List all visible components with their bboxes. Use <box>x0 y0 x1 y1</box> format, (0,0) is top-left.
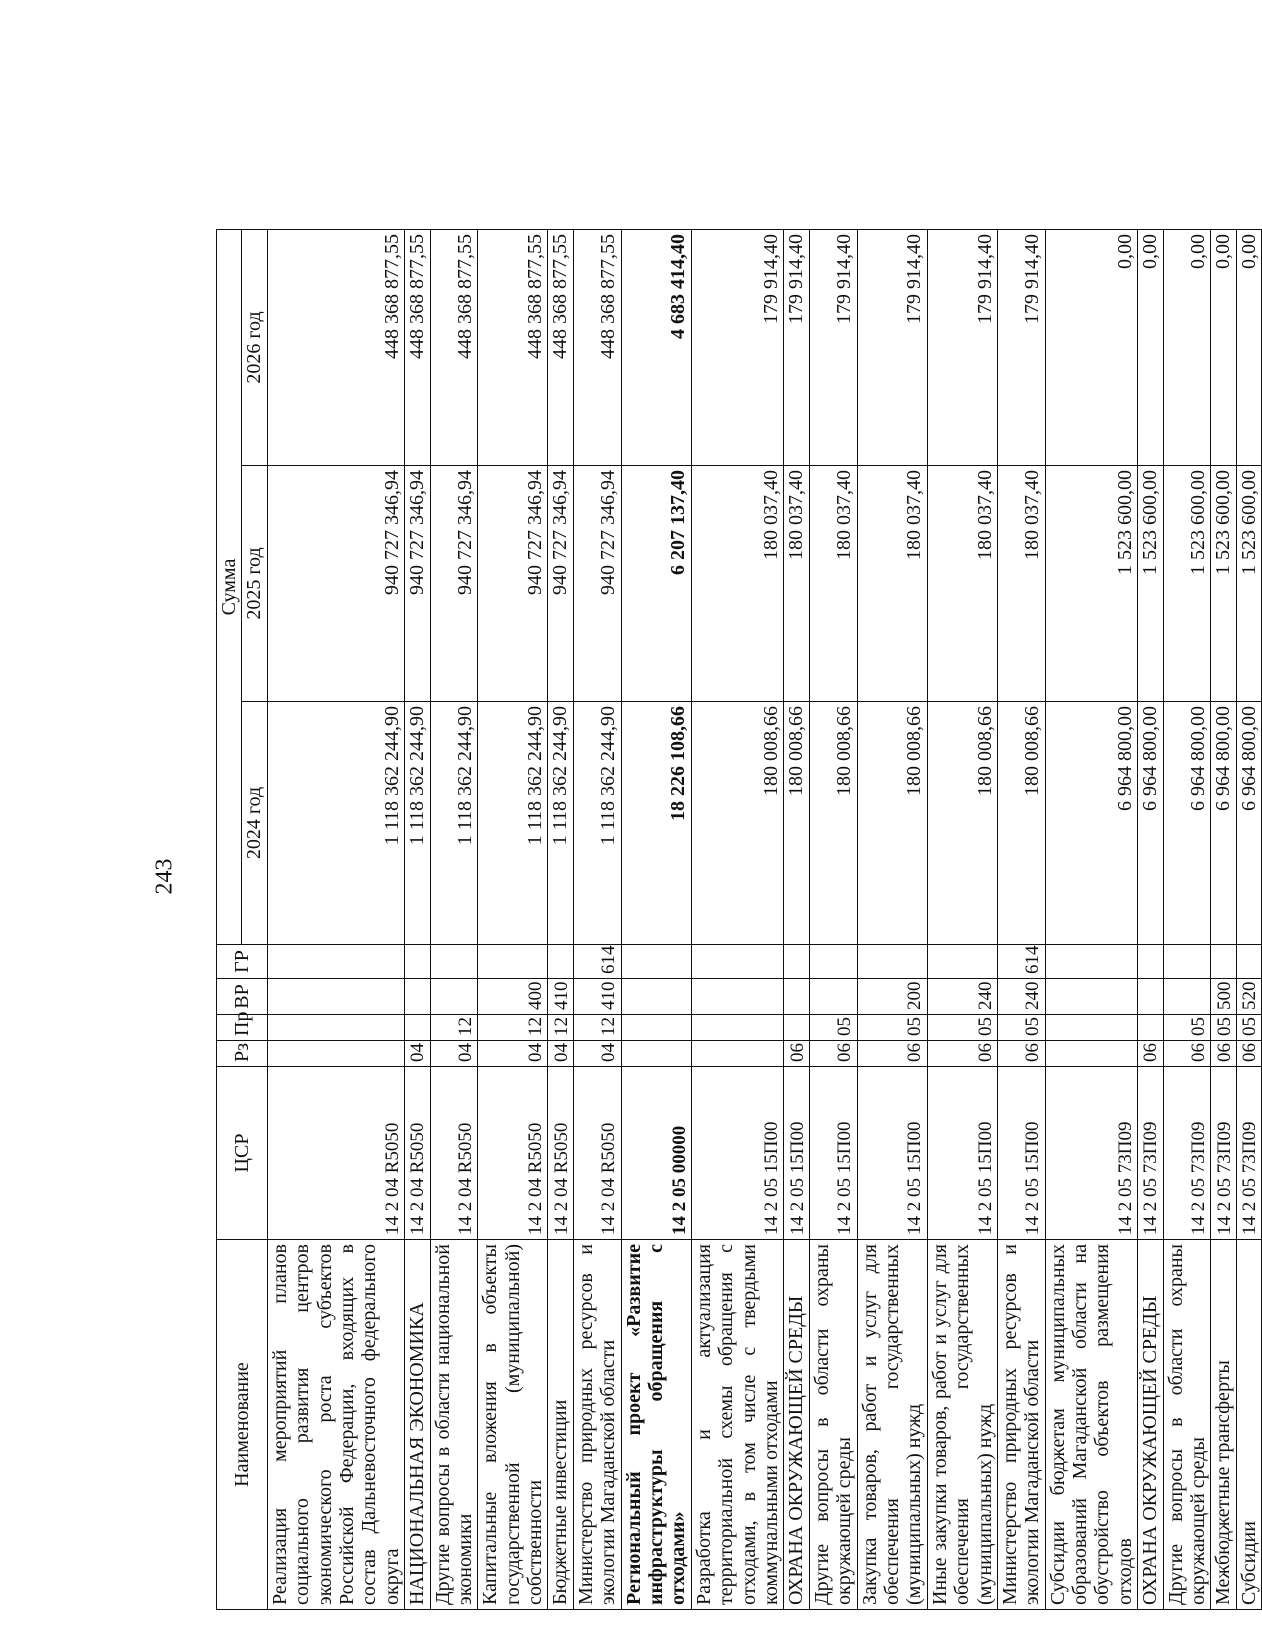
cell-vr <box>430 979 478 1015</box>
cell-vr <box>1138 979 1163 1015</box>
cell-name: ОХРАНА ОКРУЖАЮЩЕЙ СРЕДЫ <box>784 1240 809 1610</box>
cell-csr: 14 2 05 73П09 <box>1163 1067 1211 1240</box>
cell-amount-2024: 180 008,66 <box>927 702 997 945</box>
cell-vr <box>691 979 784 1015</box>
cell-csr: 14 2 04 R5050 <box>405 1067 430 1240</box>
cell-rz: 04 <box>405 1041 430 1067</box>
cell-gr <box>478 945 548 979</box>
cell-vr: 240 <box>997 979 1045 1015</box>
cell-vr <box>267 979 404 1015</box>
cell-amount-2025: 940 727 346,94 <box>430 466 478 702</box>
cell-gr <box>784 945 809 979</box>
cell-gr <box>548 945 573 979</box>
cell-rz: 06 <box>1163 1041 1211 1067</box>
cell-rz: 06 <box>997 1041 1045 1067</box>
table-row <box>1211 229 1236 1609</box>
cell-gr <box>1236 945 1261 979</box>
table-row <box>548 229 573 1609</box>
cell-name: Иные закупки товаров, работ и услуг для обеспечения государственных (муниципальных) нужд <box>927 1240 997 1610</box>
cell-amount-2024: 18 226 108,66 <box>621 702 691 945</box>
cell-pr <box>1045 1015 1138 1041</box>
cell-amount-2025: 940 727 346,94 <box>548 466 573 702</box>
cell-csr: 14 2 05 15П00 <box>809 1067 857 1240</box>
cell-gr <box>1163 945 1211 979</box>
cell-amount-2026: 448 368 877,55 <box>267 229 404 465</box>
cell-amount-2024: 1 118 362 244,90 <box>573 702 621 945</box>
cell-amount-2026: 179 914,40 <box>784 229 809 465</box>
cell-amount-2024: 180 008,66 <box>691 702 784 945</box>
cell-rz: 06 <box>1236 1041 1261 1067</box>
cell-csr: 14 2 05 15П00 <box>997 1067 1045 1240</box>
cell-amount-2026: 0,00 <box>1236 229 1261 465</box>
cell-amount-2026: 179 914,40 <box>691 229 784 465</box>
cell-pr <box>405 1015 430 1041</box>
cell-name: Другие вопросы в области охраны окружающей среды <box>809 1240 857 1610</box>
cell-rz: 06 <box>857 1041 927 1067</box>
cell-gr <box>405 945 430 979</box>
cell-amount-2025: 180 037,40 <box>691 466 784 702</box>
cell-pr: 12 <box>430 1015 478 1041</box>
budget-table <box>216 229 1262 1610</box>
cell-name: Капитальные вложения в объекты государственной (муниципальной) собственности <box>478 1240 548 1610</box>
cell-name: Другие вопросы в области национальной экономики <box>430 1240 478 1610</box>
cell-amount-2025: 1 523 600,00 <box>1163 466 1211 702</box>
cell-pr: 05 <box>997 1015 1045 1041</box>
cell-amount-2026: 448 368 877,55 <box>573 229 621 465</box>
cell-pr <box>267 1015 404 1041</box>
cell-pr: 05 <box>857 1015 927 1041</box>
cell-pr: 05 <box>1211 1015 1236 1041</box>
cell-gr <box>267 945 404 979</box>
cell-pr: 05 <box>1163 1015 1211 1041</box>
cell-name: Разработка и актуализация территориальной схемы обращения с отходами, в том числе с твердыми коммунальными отходами <box>691 1240 784 1610</box>
cell-csr: 14 2 05 00000 <box>621 1067 691 1240</box>
header-pr: Пр <box>217 1015 268 1041</box>
cell-csr: 14 2 05 15П00 <box>927 1067 997 1240</box>
cell-amount-2024: 1 118 362 244,90 <box>430 702 478 945</box>
cell-amount-2025: 180 037,40 <box>997 466 1045 702</box>
cell-vr: 200 <box>857 979 927 1015</box>
cell-rz: 04 <box>430 1041 478 1067</box>
header-vr: ВР <box>217 979 268 1015</box>
cell-gr: 614 <box>997 945 1045 979</box>
cell-amount-2025: 180 037,40 <box>809 466 857 702</box>
cell-csr: 14 2 04 R5050 <box>573 1067 621 1240</box>
table-row <box>405 229 430 1609</box>
cell-vr <box>1163 979 1211 1015</box>
cell-amount-2025: 1 523 600,00 <box>1045 466 1138 702</box>
cell-gr <box>809 945 857 979</box>
table-row <box>430 229 478 1609</box>
cell-rz: 04 <box>478 1041 548 1067</box>
cell-amount-2024: 6 964 800,00 <box>1045 702 1138 945</box>
table-row <box>809 229 857 1609</box>
cell-rz: 06 <box>809 1041 857 1067</box>
cell-gr <box>1045 945 1138 979</box>
cell-amount-2024: 180 008,66 <box>784 702 809 945</box>
cell-amount-2025: 180 037,40 <box>927 466 997 702</box>
cell-gr <box>621 945 691 979</box>
cell-name: Другие вопросы в области охраны окружающей среды <box>1163 1240 1211 1610</box>
cell-amount-2025: 180 037,40 <box>784 466 809 702</box>
cell-rz: 06 <box>927 1041 997 1067</box>
cell-csr: 14 2 05 73П09 <box>1138 1067 1163 1240</box>
cell-gr: 614 <box>573 945 621 979</box>
cell-name: Закупка товаров, работ и услуг для обеспечения государственных (муниципальных) нужд <box>857 1240 927 1610</box>
cell-vr: 410 <box>573 979 621 1015</box>
cell-vr <box>1045 979 1138 1015</box>
cell-csr: 14 2 05 15П00 <box>857 1067 927 1240</box>
cell-amount-2024: 6 964 800,00 <box>1236 702 1261 945</box>
cell-name: Реализация мероприятий планов социального развития центров экономического роста субъектов Российской Федерации, входящих в состав Дальневосточного федерального округа <box>267 1240 404 1610</box>
cell-pr <box>691 1015 784 1041</box>
cell-csr: 14 2 04 R5050 <box>478 1067 548 1240</box>
cell-name: Субсидии <box>1236 1240 1261 1610</box>
cell-amount-2024: 180 008,66 <box>857 702 927 945</box>
cell-rz: 04 <box>548 1041 573 1067</box>
cell-amount-2025: 940 727 346,94 <box>405 466 430 702</box>
table-row <box>1138 229 1163 1609</box>
header-rz: Рз <box>217 1041 268 1067</box>
cell-vr <box>621 979 691 1015</box>
cell-name: ОХРАНА ОКРУЖАЮЩЕЙ СРЕДЫ <box>1138 1240 1163 1610</box>
cell-csr: 14 2 05 73П09 <box>1236 1067 1261 1240</box>
cell-amount-2026: 179 914,40 <box>857 229 927 465</box>
table-row <box>997 229 1045 1609</box>
cell-gr <box>857 945 927 979</box>
header-name: Наименование <box>217 1240 268 1610</box>
cell-gr <box>430 945 478 979</box>
cell-pr: 12 <box>478 1015 548 1041</box>
cell-amount-2024: 6 964 800,00 <box>1138 702 1163 945</box>
cell-rz: 04 <box>573 1041 621 1067</box>
table-row <box>621 229 691 1609</box>
cell-amount-2026: 448 368 877,55 <box>405 229 430 465</box>
cell-vr: 400 <box>478 979 548 1015</box>
cell-csr: 14 2 05 15П00 <box>784 1067 809 1240</box>
table-row <box>927 229 997 1609</box>
cell-gr <box>691 945 784 979</box>
cell-rz: 06 <box>1211 1041 1236 1067</box>
cell-amount-2025: 1 523 600,00 <box>1211 466 1236 702</box>
cell-pr: 05 <box>1236 1015 1261 1041</box>
cell-name: НАЦИОНАЛЬНАЯ ЭКОНОМИКА <box>405 1240 430 1610</box>
cell-amount-2026: 179 914,40 <box>927 229 997 465</box>
cell-amount-2025: 940 727 346,94 <box>267 466 404 702</box>
cell-rz <box>1045 1041 1138 1067</box>
cell-rz <box>621 1041 691 1067</box>
cell-vr <box>784 979 809 1015</box>
table-row <box>1163 229 1211 1609</box>
cell-vr: 500 <box>1211 979 1236 1015</box>
cell-rz: 06 <box>784 1041 809 1067</box>
cell-gr <box>1211 945 1236 979</box>
cell-vr <box>809 979 857 1015</box>
cell-csr: 14 2 04 R5050 <box>267 1067 404 1240</box>
cell-amount-2025: 180 037,40 <box>857 466 927 702</box>
table-body <box>267 229 1261 1609</box>
cell-amount-2026: 179 914,40 <box>997 229 1045 465</box>
cell-amount-2026: 0,00 <box>1163 229 1211 465</box>
cell-pr: 12 <box>573 1015 621 1041</box>
table-row <box>1045 229 1138 1609</box>
header-sum: Сумма <box>217 229 242 944</box>
cell-amount-2026: 448 368 877,55 <box>478 229 548 465</box>
budget-table-container <box>216 230 1260 1610</box>
cell-gr <box>1138 945 1163 979</box>
cell-name: Министерство природных ресурсов и экологии Магаданской области <box>573 1240 621 1610</box>
cell-pr <box>1138 1015 1163 1041</box>
cell-amount-2024: 1 118 362 244,90 <box>267 702 404 945</box>
cell-amount-2024: 180 008,66 <box>809 702 857 945</box>
cell-gr <box>927 945 997 979</box>
cell-rz <box>691 1041 784 1067</box>
table-row <box>573 229 621 1609</box>
cell-name: Региональный проект «Развитие инфраструктуры обращения с отходами» <box>621 1240 691 1610</box>
cell-name: Бюджетные инвестиции <box>548 1240 573 1610</box>
cell-vr <box>405 979 430 1015</box>
table-row <box>1236 229 1261 1609</box>
cell-name: Министерство природных ресурсов и экологии Магаданской области <box>997 1240 1045 1610</box>
cell-pr: 12 <box>548 1015 573 1041</box>
cell-amount-2024: 1 118 362 244,90 <box>405 702 430 945</box>
table-row <box>267 229 404 1609</box>
cell-amount-2024: 6 964 800,00 <box>1163 702 1211 945</box>
cell-amount-2024: 6 964 800,00 <box>1211 702 1236 945</box>
cell-amount-2025: 1 523 600,00 <box>1138 466 1163 702</box>
cell-rz <box>267 1041 404 1067</box>
page-number: 243 <box>151 858 178 895</box>
cell-name: Межбюджетные трансферты <box>1211 1240 1236 1610</box>
cell-amount-2025: 1 523 600,00 <box>1236 466 1261 702</box>
cell-amount-2026: 448 368 877,55 <box>430 229 478 465</box>
cell-pr: 05 <box>927 1015 997 1041</box>
header-year-2025: 2025 год <box>242 466 267 702</box>
cell-name: Субсидии бюджетам муниципальных образований Магаданской области на обустройство объектов размещения отходов <box>1045 1240 1138 1610</box>
header-gr: ГР <box>217 945 268 979</box>
cell-amount-2024: 180 008,66 <box>997 702 1045 945</box>
cell-csr: 14 2 05 15П00 <box>691 1067 784 1240</box>
cell-csr: 14 2 04 R5050 <box>548 1067 573 1240</box>
cell-amount-2026: 0,00 <box>1045 229 1138 465</box>
cell-amount-2026: 179 914,40 <box>809 229 857 465</box>
cell-vr: 240 <box>927 979 997 1015</box>
table-row <box>691 229 784 1609</box>
cell-csr: 14 2 04 R5050 <box>430 1067 478 1240</box>
cell-pr: 05 <box>809 1015 857 1041</box>
cell-amount-2026: 0,00 <box>1138 229 1163 465</box>
table-row <box>784 229 809 1609</box>
cell-csr: 14 2 05 73П09 <box>1045 1067 1138 1240</box>
cell-pr <box>621 1015 691 1041</box>
cell-amount-2025: 6 207 137,40 <box>621 466 691 702</box>
cell-amount-2024: 1 118 362 244,90 <box>548 702 573 945</box>
cell-csr: 14 2 05 73П09 <box>1211 1067 1236 1240</box>
cell-vr: 520 <box>1236 979 1261 1015</box>
cell-amount-2025: 940 727 346,94 <box>478 466 548 702</box>
header-csr: ЦСР <box>217 1067 268 1240</box>
table-header <box>217 229 268 1609</box>
cell-amount-2025: 940 727 346,94 <box>573 466 621 702</box>
table-row <box>857 229 927 1609</box>
table-row <box>478 229 548 1609</box>
cell-amount-2026: 4 683 414,40 <box>621 229 691 465</box>
cell-amount-2024: 1 118 362 244,90 <box>478 702 548 945</box>
header-year-2026: 2026 год <box>242 229 267 465</box>
cell-amount-2026: 448 368 877,55 <box>548 229 573 465</box>
cell-rz: 06 <box>1138 1041 1163 1067</box>
cell-pr <box>784 1015 809 1041</box>
cell-vr: 410 <box>548 979 573 1015</box>
cell-amount-2026: 0,00 <box>1211 229 1236 465</box>
header-year-2024: 2024 год <box>242 702 267 945</box>
